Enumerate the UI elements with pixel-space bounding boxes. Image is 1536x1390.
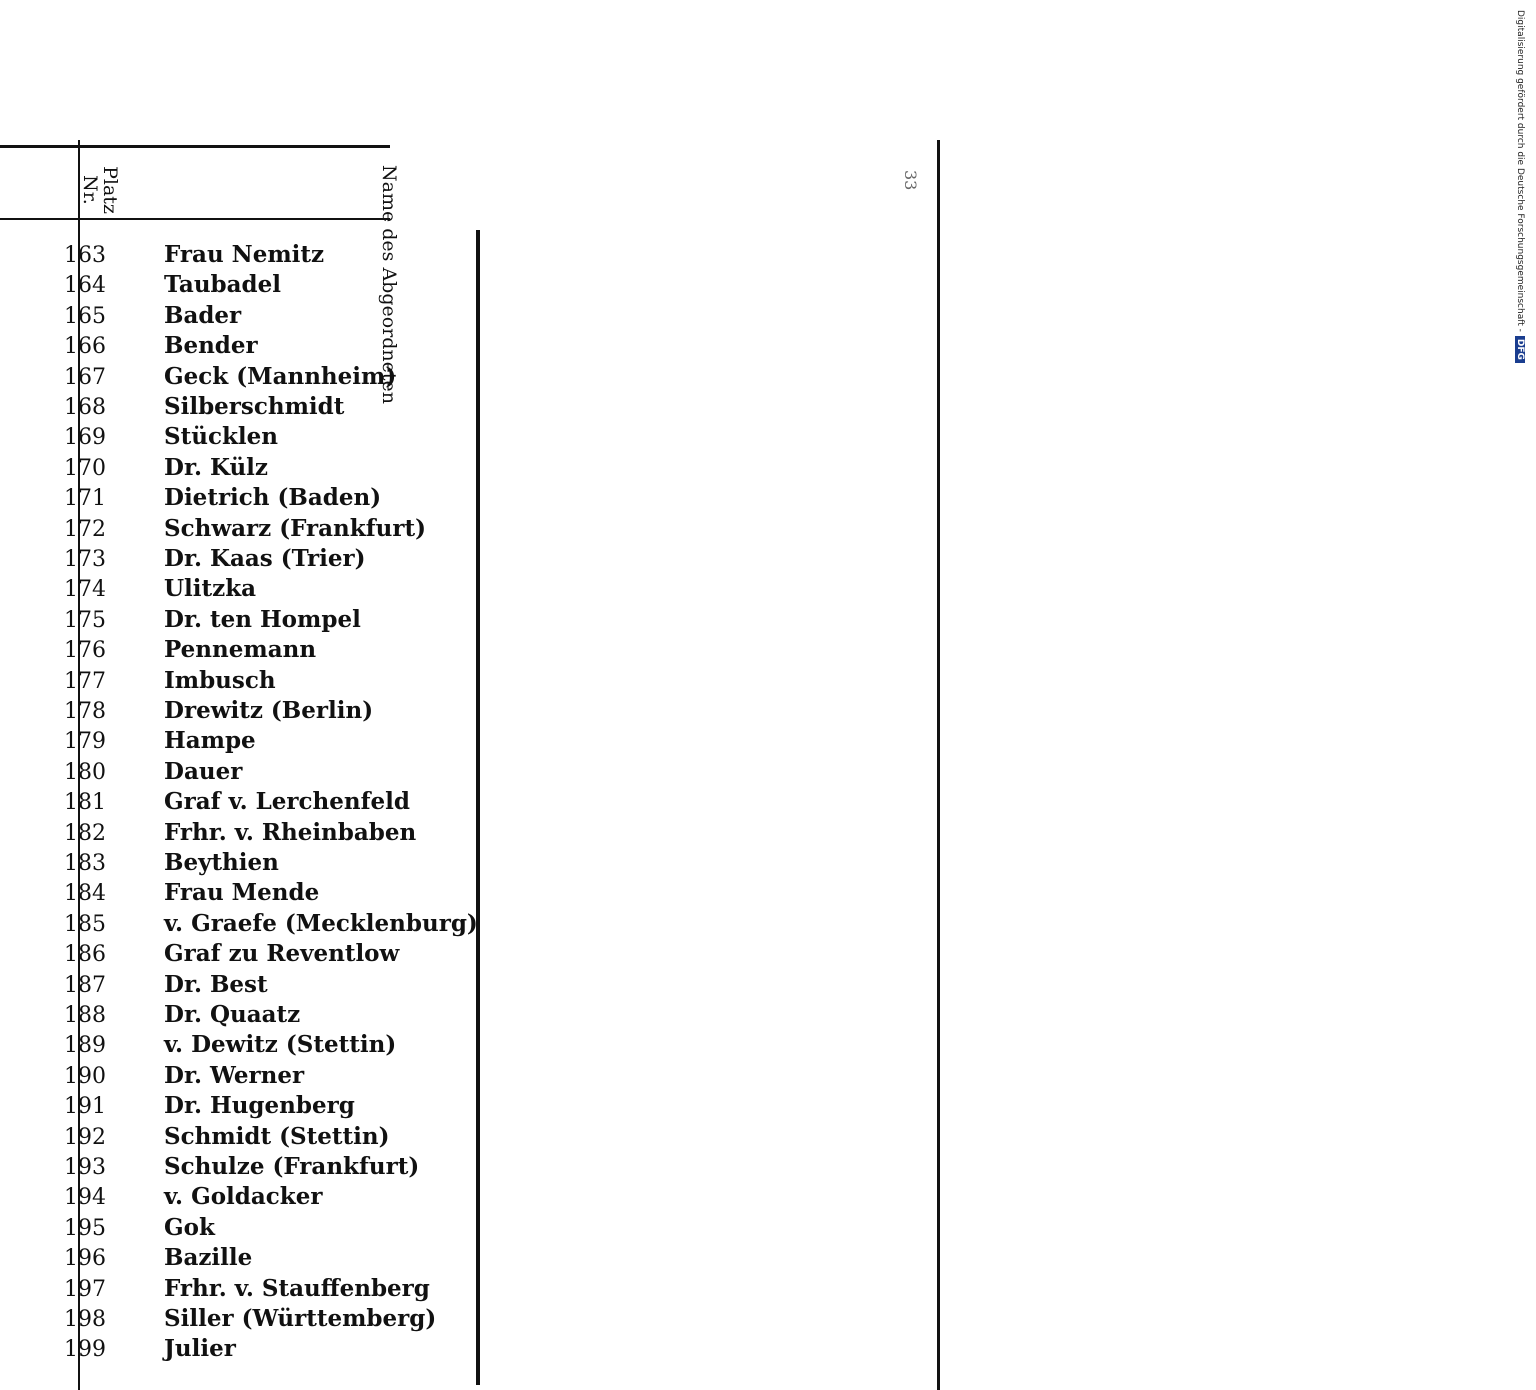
right-table-row-nr: 188 <box>64 1002 106 1028</box>
right-table-row-nr: 169 <box>64 424 106 450</box>
right-table-row-name: v. Graefe (Mecklenburg) <box>164 909 478 937</box>
right-table-row-name: Bazille <box>164 1244 253 1272</box>
right-table-row-nr: 163 <box>64 242 106 268</box>
right-table-row-name: Bender <box>164 332 258 360</box>
right-table-row-nr: 180 <box>64 759 106 785</box>
right-table-row-name: Drewitz (Berlin) <box>164 697 374 724</box>
right-table-row-name: Julier <box>164 1335 236 1363</box>
right-table-row-name: Dr. Werner <box>164 1061 305 1089</box>
right-table-row-nr: 194 <box>64 1184 106 1210</box>
right-table-row-nr: 191 <box>64 1093 106 1119</box>
right-table-row-name: Graf v. Lerchenfeld <box>164 788 410 816</box>
right-table-row-name: Hampe <box>164 727 256 755</box>
right-table-row-name: Bader <box>164 301 242 329</box>
digitization-note <box>1515 10 1525 1005</box>
right-table-row-name: Dauer <box>164 757 243 785</box>
right-table-row-nr: 175 <box>64 607 106 633</box>
right-table-row-nr: 197 <box>64 1276 106 1302</box>
right-table-row-name: Dr. Hugenberg <box>164 1092 355 1120</box>
right-table-row-nr: 182 <box>64 820 106 846</box>
right-table-row-name: Siller (Württemberg) <box>164 1305 437 1332</box>
right-table-row-name: Beythien <box>164 849 279 876</box>
right-table-row-nr: 190 <box>64 1063 106 1089</box>
right-table-row-nr: 166 <box>64 333 106 359</box>
right-table-row-name: Geck (Mannheim) <box>164 362 397 390</box>
right-table-row-nr: 179 <box>64 728 106 754</box>
right-table-row-name: Dr. Kaas (Trier) <box>164 545 366 572</box>
right-table-row-name: Frhr. v. Rheinbaben <box>164 818 417 846</box>
right-table-row-nr: 178 <box>64 698 106 724</box>
table-middle-rule <box>476 230 480 1385</box>
right-table-row-nr: 172 <box>64 516 106 542</box>
right-table-row-name: Graf zu Reventlow <box>164 940 400 968</box>
nr-header-line1: Platz <box>99 166 121 214</box>
right-table-row-name: Frhr. v. Stauffenberg <box>164 1274 430 1302</box>
right-table-row-nr: 168 <box>64 394 106 420</box>
right-table-row-nr: 199 <box>64 1336 106 1362</box>
right-table-row-nr: 164 <box>64 272 106 298</box>
right-table-row-nr: 176 <box>64 637 106 663</box>
right-table-row-name: Schmidt (Stettin) <box>164 1122 390 1150</box>
right-table-row-nr: 174 <box>64 576 106 602</box>
right-table-row-name: Frau Nemitz <box>164 241 325 268</box>
right-table-row-name: Dr. Külz <box>164 453 268 481</box>
right-header-nr-label <box>80 165 120 215</box>
right-table-row-nr: 187 <box>64 972 106 998</box>
right-table-row-nr: 189 <box>64 1032 106 1058</box>
right-header-name: Name des Abgeordneten <box>378 165 400 405</box>
right-table-row-nr: 170 <box>64 455 106 481</box>
left-header-separator <box>0 145 390 148</box>
nr-header-line2: Nr. <box>79 175 101 205</box>
right-table-row-name: Pennemann <box>164 636 317 664</box>
right-table-row-name: Imbusch <box>164 666 276 694</box>
right-table-row-name: Dr. Quaatz <box>164 1001 301 1028</box>
right-table-row-name: Dr. ten Hompel <box>164 605 361 633</box>
table-header-bottom-rule <box>938 225 940 1385</box>
right-table-row-nr: 186 <box>64 941 106 967</box>
right-table-row-name: v. Goldacker <box>164 1183 323 1211</box>
right-table-row-nr: 167 <box>64 364 106 390</box>
right-table-row-name: Dr. Best <box>164 970 268 998</box>
right-table-row-nr: 183 <box>64 850 106 876</box>
right-table-row-name: Ulitzka <box>164 575 257 603</box>
right-table-row-name: v. Dewitz (Stettin) <box>164 1031 397 1059</box>
right-table-row-nr: 171 <box>64 485 106 511</box>
right-table-row-nr: 198 <box>64 1306 106 1332</box>
right-table-row-name: Silberschmidt <box>164 393 345 420</box>
digitization-text: Digitalisierung gefördert durch die Deutsche Forschungsgemeinschaft - <box>1515 10 1525 332</box>
right-table-row-nr: 192 <box>64 1124 106 1150</box>
right-table-left-nr-rule <box>78 140 80 1390</box>
right-table-row-nr: 193 <box>64 1154 106 1180</box>
right-table-row-name: Stücklen <box>164 423 278 451</box>
right-table-row-name: Dietrich (Baden) <box>164 484 382 512</box>
right-table-row-name: Frau Mende <box>164 879 320 907</box>
left-nr-separator <box>0 218 390 220</box>
right-table-row-nr: 185 <box>64 911 106 937</box>
right-table-row-nr: 195 <box>64 1215 106 1241</box>
right-table-row-nr: 177 <box>64 668 106 694</box>
right-table-row-nr: 196 <box>64 1245 106 1271</box>
right-table-row-name: Taubadel <box>164 271 281 299</box>
right-table-row-nr: 165 <box>64 303 106 329</box>
side-mark: 33 <box>901 170 920 191</box>
right-table-row-nr: 173 <box>64 546 106 572</box>
right-table-row-nr: 184 <box>64 880 106 906</box>
right-table-row-name: Schwarz (Frankfurt) <box>164 514 426 542</box>
right-table-row-name: Schulze (Frankfurt) <box>164 1153 420 1180</box>
dfg-logo: DFG <box>1515 336 1525 363</box>
right-table-row-name: Gok <box>164 1213 215 1241</box>
right-table-row-nr: 181 <box>64 789 106 815</box>
